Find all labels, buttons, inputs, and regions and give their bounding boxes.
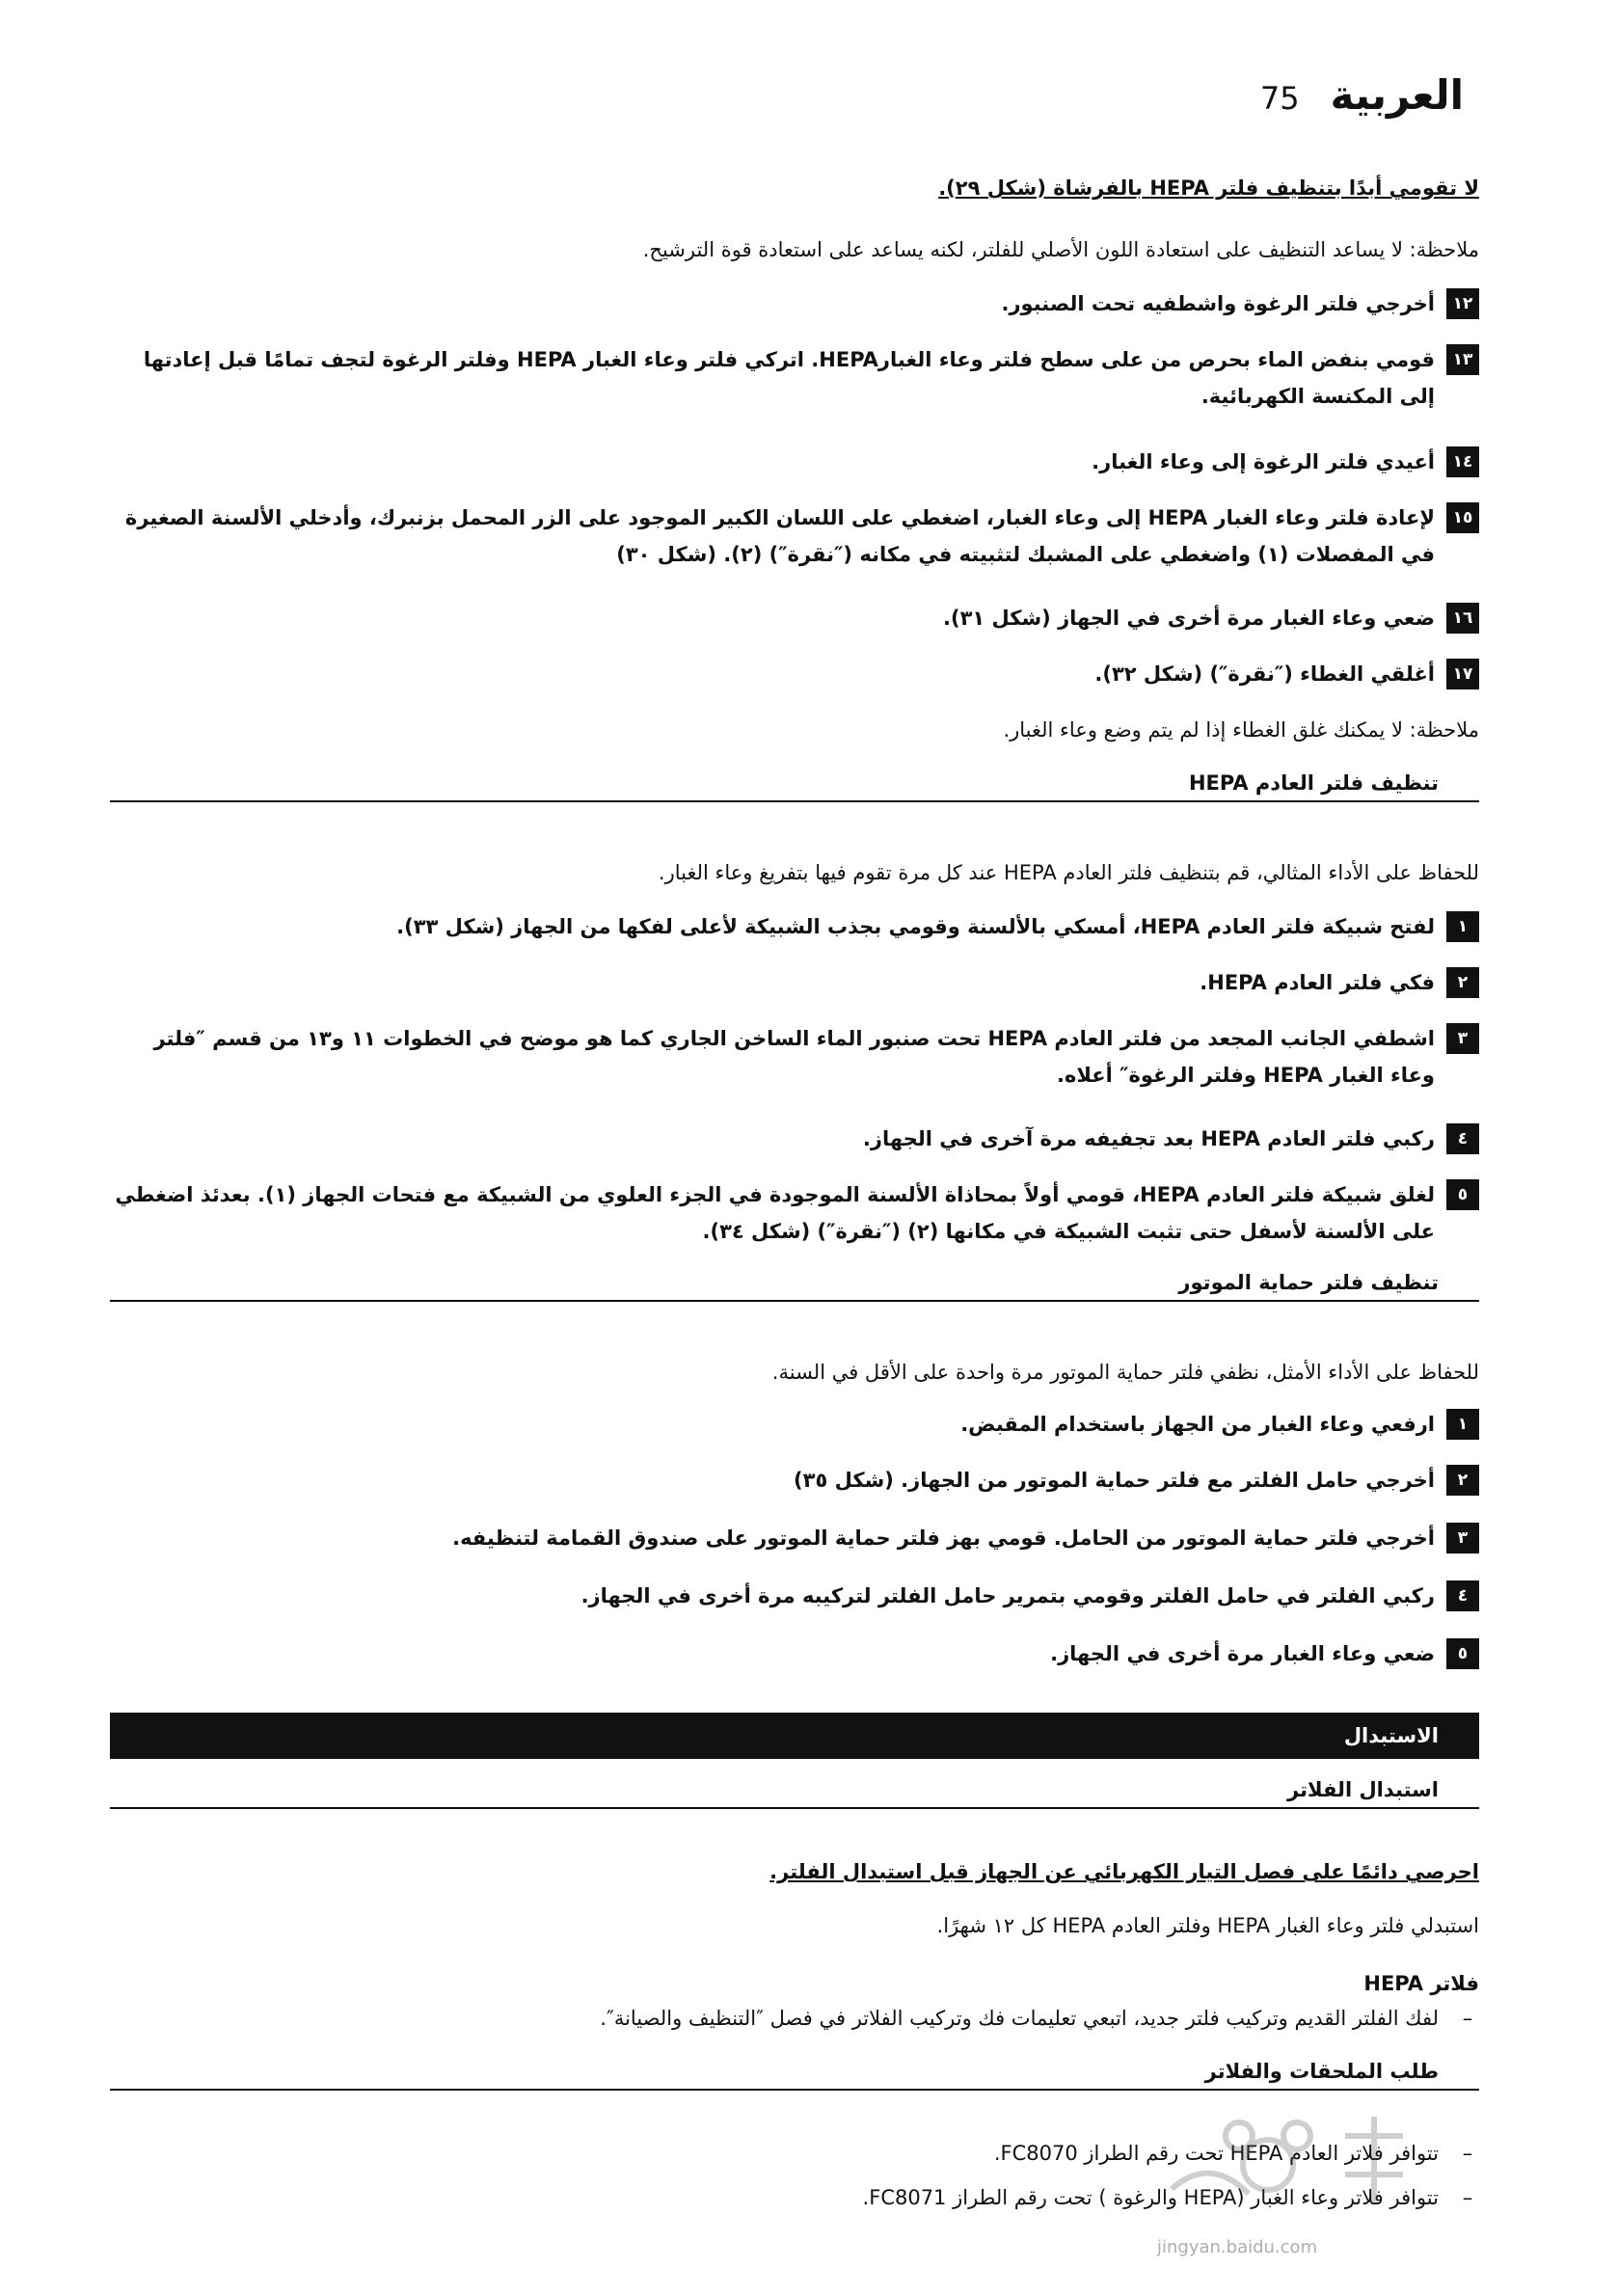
- step-number: ١٥: [1446, 502, 1479, 533]
- page-header: [1260, 71, 1464, 119]
- step-item: [110, 1635, 1479, 1672]
- step-text: لغلق شبيكة فلتر العادم HEPA، قومي أولاً بمحاذاة الألسنة الموجودة في الجزء العلوي من الشبيكة مع فتحات الجهاز (١). بعدئذ اضغطي على الألسنة لأسفل حتى تثبت الشبيكة في مكانها (٢) (″نقرة″) (شكل ٣٤).: [115, 1183, 1435, 1243]
- step-item: [110, 1406, 1479, 1443]
- step-text: ركبي فلتر العادم HEPA بعد تجفيفه مرة آخرى في الجهاز.: [862, 1127, 1435, 1150]
- step-text: ركبي الفلتر في حامل الفلتر وقومي بتمرير حامل الفلتر لتركيبه مرة أخرى في الجهاز.: [580, 1584, 1435, 1607]
- step-number: ٢: [1446, 967, 1479, 998]
- step-item: [110, 964, 1479, 1001]
- warning-text: احرصي دائمًا على فصل التيار الكهربائي عن الجهاز قبل استبدال الفلتر.: [769, 1860, 1479, 1883]
- step-item: [110, 500, 1479, 573]
- step-number: ١٦: [1446, 603, 1479, 634]
- list-item-text: تتوافر فلاتر وعاء الغبار (HEPA والرغوة ) تحت رقم الطراز FC8071.: [862, 2186, 1439, 2209]
- step-block: [110, 656, 1479, 692]
- list-item-text: لفك الفلتر القديم وتركيب فلتر جديد، اتبعي تعليمات فك وتركيب الفلاتر في فصل ″التنظيف والصيانة″.: [600, 2007, 1439, 2030]
- step-number: ٣: [1446, 1023, 1479, 1054]
- step-number: ٥: [1446, 1638, 1479, 1669]
- section-heading-replace-filters: [110, 1778, 1479, 1809]
- top-instructions: [110, 170, 1479, 206]
- section-title: تنظيف فلتر العادم HEPA: [1188, 771, 1439, 795]
- step-item: [110, 1121, 1479, 1157]
- step-number: ٤: [1446, 1580, 1479, 1611]
- step-text: اشطفي الجانب المجعد من فلتر العادم HEPA تحت صنبور الماء الساخن الجاري كما هو موضح في الخطوات ١١ و١٣ من قسم ″فلتر وعاء الغبار HEPA وفلتر الرغوة″ أعلاه.: [153, 1027, 1435, 1087]
- step-text: أغلقي الغطاء (″نقرة″) (شكل ٣٢).: [1094, 662, 1435, 686]
- step-text: أخرجي فلتر الرغوة واشطفيه تحت الصنبور.: [1001, 292, 1435, 315]
- hepa-list: [110, 2000, 1479, 2037]
- step-item: [110, 1176, 1479, 1250]
- step-item: [110, 285, 1479, 322]
- step-text: فكي فلتر العادم HEPA.: [1200, 971, 1435, 994]
- hepa-label-block: [110, 1965, 1479, 2002]
- step-block: [110, 1121, 1479, 1157]
- replacement-warning: [110, 1853, 1479, 1890]
- section-title: طلب الملحقات والفلاتر: [1204, 2060, 1439, 2083]
- step-item: [110, 1520, 1479, 1556]
- warning-text: لا تقومي أبدًا بتنظيف فلتر HEPA بالفرشاة (شكل ٢٩).: [938, 176, 1479, 200]
- step-item: [110, 1020, 1479, 1094]
- step-block: [110, 1520, 1479, 1556]
- step-text: أخرجي فلتر حماية الموتور من الحامل. قومي بهز فلتر حماية الموتور على صندوق القمامة لتنظيفه.: [452, 1526, 1435, 1550]
- step-item: [110, 908, 1479, 945]
- language-heading: العربية: [1330, 71, 1464, 119]
- note-text: ملاحظة: لا يساعد التنظيف على استعادة اللون الأصلي للفلتر، لكنه يساعد على استعادة قوة الترشيح.: [642, 238, 1479, 261]
- step-block: [110, 1176, 1479, 1250]
- step-number: ١٤: [1446, 446, 1479, 477]
- page-number: 75: [1259, 80, 1300, 117]
- step-item: [110, 600, 1479, 636]
- step-text: لإعادة فلتر وعاء الغبار HEPA إلى وعاء الغبار، اضغطي على اللسان الكبير الموجود على الزر المحمل بزنبرك، وأدخلي الألسنة الصغيرة في المفصلات (١) واضغطي على المشبك لتثبيته في مكانه (″نقرة″) (٢). (شكل ٣٠): [124, 506, 1435, 566]
- step-block: [110, 1635, 1479, 1672]
- step-number: ١: [1446, 911, 1479, 942]
- step-block: [110, 341, 1479, 415]
- note-text: ملاحظة: لا يمكنك غلق الغطاء إذا لم يتم وضع وعاء الغبار.: [1003, 718, 1479, 742]
- step-block: [110, 444, 1479, 480]
- list-item-text: تتوافر فلاتر العادم HEPA تحت رقم الطراز FC8070.: [993, 2142, 1439, 2165]
- step-text: قومي بنفض الماء بحرص من على سطح فلتر وعاء الغبارHEPA. اتركي فلتر وعاء الغبار HEPA وفلتر الرغوة لتجف تمامًا قبل إعادتها إلى المكنسة الكهربائية.: [143, 348, 1435, 408]
- step-number: ٤: [1446, 1123, 1479, 1154]
- intro-text: للحفاظ على الأداء المثالي، قم بتنظيف فلتر العادم HEPA عند كل مرة تقوم فيها بتفريغ وعاء الغبار.: [658, 861, 1479, 884]
- step-block: [110, 600, 1479, 636]
- watermark-site: jingyan.baidu.com: [1157, 2237, 1318, 2257]
- step-list-top: [110, 285, 1479, 322]
- step-item: [110, 656, 1479, 692]
- step-item: [110, 1578, 1479, 1614]
- step-block: [110, 500, 1479, 573]
- section-intro: [110, 1354, 1479, 1391]
- step-text: لفتح شبيكة فلتر العادم HEPA، أمسكي بالألسنة وقومي بجذب الشبيكة لأعلى لفكها من الجهاز (شكل ٣٣).: [396, 915, 1435, 938]
- intro-text: للحفاظ على الأداء الأمثل، نظفي فلتر حماية الموتور مرة واحدة على الأقل في السنة.: [771, 1361, 1479, 1384]
- step-number: ١٧: [1446, 659, 1479, 689]
- hepa-label: فلاتر HEPA: [1363, 1972, 1479, 1995]
- step-item: [110, 341, 1479, 415]
- dash-marker: –: [1462, 2142, 1473, 2165]
- step-text: أخرجي حامل الفلتر مع فلتر حماية الموتور من الجهاز. (شكل ٣٥): [794, 1469, 1435, 1492]
- step-number: ١٣: [1446, 344, 1479, 375]
- dash-marker: –: [1462, 2007, 1473, 2030]
- section-intro: [110, 854, 1479, 891]
- section-heading-exhaust: [110, 771, 1479, 802]
- body-text: استبدلي فلتر وعاء الغبار HEPA وفلتر العادم HEPA كل ١٢ شهرًا.: [936, 1914, 1479, 1937]
- bar-title: الاستبدال: [1343, 1724, 1439, 1747]
- list-item: [110, 2000, 1479, 2037]
- section-heading-motor: [110, 1271, 1479, 1302]
- step-block: [110, 1406, 1479, 1443]
- note-block: [110, 712, 1479, 748]
- step-block: [110, 1020, 1479, 1094]
- step-number: ٢: [1446, 1465, 1479, 1496]
- step-text: ضعي وعاء الغبار مرة أخرى في الجهاز (شكل ٣١).: [943, 607, 1435, 630]
- section-title: تنظيف فلتر حماية الموتور: [1178, 1271, 1439, 1294]
- step-text: ضعي وعاء الغبار مرة أخرى في الجهاز.: [1050, 1642, 1435, 1665]
- step-block: [110, 964, 1479, 1001]
- section-title: استبدال الفلاتر: [1287, 1778, 1439, 1801]
- section-heading-order: [110, 2060, 1479, 2091]
- step-block: [110, 908, 1479, 945]
- step-block: [110, 1462, 1479, 1499]
- step-text: ارفعي وعاء الغبار من الجهاز باستخدام المقبض.: [960, 1413, 1435, 1436]
- step-number: ٣: [1446, 1523, 1479, 1553]
- step-block: [110, 1578, 1479, 1614]
- step-number: ٥: [1446, 1179, 1479, 1210]
- step-number: ١٢: [1446, 288, 1479, 319]
- section-bar-replacement: [110, 1713, 1479, 1759]
- step-number: ١: [1446, 1409, 1479, 1440]
- replacement-text: [110, 1907, 1479, 1944]
- note-block: [110, 231, 1479, 268]
- dash-marker: –: [1462, 2186, 1473, 2209]
- step-item: [110, 444, 1479, 480]
- step-item: [110, 1462, 1479, 1499]
- step-text: أعيدي فلتر الرغوة إلى وعاء الغبار.: [1092, 450, 1435, 473]
